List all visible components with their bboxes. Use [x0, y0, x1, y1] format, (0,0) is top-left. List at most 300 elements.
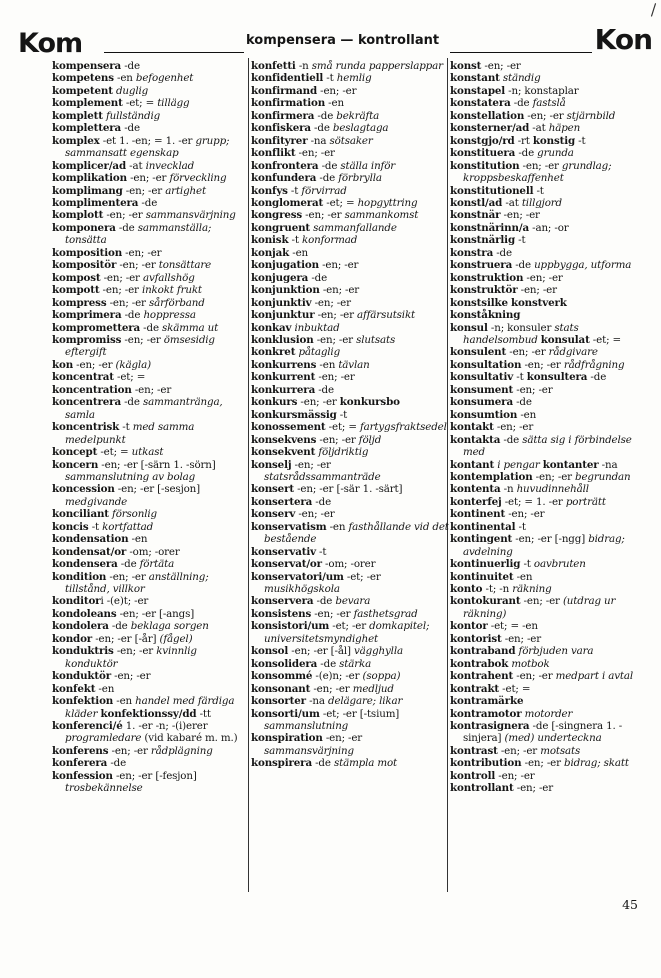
dictionary-entry	[251, 595, 449, 607]
entry-grammar: -t	[315, 545, 327, 558]
dictionary-entry	[251, 371, 449, 383]
entry-headword: konjunktur	[251, 309, 315, 322]
dictionary-entry	[251, 297, 449, 309]
entry-translation: medpart i avtal	[555, 670, 633, 683]
entry-headword: komposition	[52, 246, 123, 259]
guide-word-left: Kom	[18, 28, 83, 59]
entry-translation: grunda	[537, 147, 574, 160]
dictionary-entry	[450, 147, 650, 159]
entry-grammar: -t	[288, 234, 303, 247]
dictionary-entry	[450, 359, 650, 371]
entry-headword: konossement	[251, 421, 326, 434]
entry-headword: konfektion	[52, 695, 114, 708]
entry-translation: tillägg	[157, 97, 190, 110]
entry-translation: vägghylla	[353, 645, 403, 658]
dictionary-entry	[52, 459, 248, 484]
entry-headword: kontramotor	[450, 707, 522, 720]
entry-headword: kontor	[450, 620, 488, 633]
entry-grammar: -et; =	[325, 421, 360, 434]
entry-headword: konkurrent	[251, 371, 316, 384]
entry-grammar: -n; konstaplar	[505, 84, 579, 97]
dictionary-entry	[251, 732, 449, 757]
entry-translation: rådfrågning	[563, 358, 625, 371]
entry-grammar: -en; -er [-sär 1. -särt]	[293, 483, 403, 496]
entry-grammar: -et 1. -en; = 1. -er	[99, 134, 196, 147]
dictionary-entry	[450, 620, 650, 632]
entry-headword: konstellation	[450, 109, 525, 122]
entry-grammar: -t	[575, 134, 586, 147]
entry-grammar: -et; -er [-tsium]	[319, 707, 400, 720]
entry-headword: konsekvent	[251, 446, 316, 459]
entry-grammar: -en; -er [-år]	[92, 632, 160, 645]
entry-grammar: -t	[515, 520, 526, 533]
dictionary-entry	[450, 72, 650, 84]
dictionary-entry	[450, 745, 650, 757]
dictionary-entry	[251, 247, 449, 259]
dictionary-entry	[52, 571, 248, 596]
entry-headword: kontinent	[450, 508, 506, 521]
entry-headword: komprimera	[52, 309, 122, 322]
entry-headword: kompensera	[52, 60, 122, 72]
entry-grammar: -de	[107, 757, 127, 770]
dictionary-entry	[450, 658, 650, 670]
dictionary-entry	[251, 558, 449, 570]
entry-grammar: -om; -orer	[126, 545, 180, 558]
entry-translation: stats handelsombud	[463, 321, 579, 346]
dictionary-entry	[251, 172, 449, 184]
entry-grammar: -na	[307, 134, 330, 147]
dictionary-entry	[52, 122, 248, 134]
entry-translation: domkapitel; universitetsmyndighet	[264, 620, 430, 645]
dictionary-entry	[52, 384, 248, 396]
entry-headword: konstatera	[450, 97, 511, 110]
dictionary-entry	[450, 683, 650, 695]
entry-grammar: -na	[305, 695, 329, 708]
dictionary-entry	[52, 608, 248, 620]
entry-grammar: -de	[138, 196, 158, 209]
entry-translation: programledare	[65, 732, 142, 745]
dictionary-entry	[52, 284, 248, 296]
entry-headword: konfrontera	[251, 159, 319, 172]
dictionary-entry	[251, 60, 449, 72]
entry-translation: sammansvärjning	[145, 209, 236, 222]
dictionary-entry	[52, 508, 248, 520]
dictionary-entry	[52, 247, 248, 259]
entry-headword: koncentrera	[52, 396, 121, 409]
entry-headword: kompromettera	[52, 321, 141, 334]
entry-grammar: -(e)n; -er	[312, 670, 363, 683]
dictionary-entry	[52, 209, 248, 221]
entry-translation: (fågel)	[159, 632, 193, 645]
entry-grammar: -t; -n	[482, 583, 513, 596]
entry-grammar: -en; -er	[481, 60, 521, 72]
dictionary-entry	[52, 222, 248, 247]
entry-translation: bidrag; avdelning	[463, 533, 625, 558]
entry-translation: kvinnlig konduktör	[65, 645, 197, 670]
entry-grammar: -en; -er	[506, 346, 549, 359]
entry-translation: handel med färdiga kläder	[65, 695, 235, 720]
entry-headword: kondolera	[52, 620, 109, 633]
entry-headword: konjugera	[251, 271, 309, 284]
dictionary-column-1	[52, 60, 248, 795]
entry-grammar: -rt	[514, 134, 533, 147]
entry-grammar: -de	[117, 558, 140, 571]
dictionary-entry	[251, 334, 449, 346]
entry-translation: trosbekännelse	[65, 782, 143, 795]
dictionary-entry	[450, 521, 650, 533]
dictionary-entry	[251, 284, 449, 296]
entry-translation: bevara	[335, 595, 371, 608]
entry-translation: sätta sig i förbindelse med	[463, 433, 632, 459]
entry-grammar: -et; =	[113, 371, 146, 384]
entry-headword: konstnär	[450, 209, 501, 222]
entry-grammar: -en; -er	[519, 159, 562, 172]
entry-headword: konfiskera	[251, 122, 311, 135]
entry-grammar: i -(e)t; -er	[100, 595, 149, 608]
entry-headword: konstl/ad	[450, 196, 503, 209]
dictionary-entry	[450, 471, 650, 483]
entry-headword: kontorist	[450, 632, 502, 645]
entry-grammar: -en; -er	[99, 284, 142, 297]
entry-headword: konserv	[251, 508, 296, 521]
entry-translation: sammantränga, samla	[65, 396, 223, 421]
dictionary-entry	[450, 160, 650, 185]
entry-headword: konciliant	[52, 508, 109, 521]
dictionary-entry	[251, 645, 449, 657]
dictionary-entry	[251, 72, 449, 84]
entry-headword: konstsilke	[450, 296, 508, 309]
entry-translation: (utdrag ur räkning)	[463, 595, 616, 620]
dictionary-entry	[52, 757, 248, 769]
entry-translation: sårförband	[148, 296, 205, 309]
dictionary-entry	[251, 459, 449, 484]
entry-headword: konsertera	[251, 495, 313, 508]
entry-grammar: -en; -er	[493, 421, 534, 434]
dictionary-entry	[450, 396, 650, 408]
entry-headword: konservatism	[251, 520, 327, 533]
entry-grammar: 1. -er -n; -(i)erer	[122, 720, 208, 733]
entry-headword: konsultation	[450, 358, 522, 371]
entry-headword: konkurrens	[251, 358, 317, 371]
entry-grammar: -en; -er	[106, 296, 149, 309]
dictionary-entry	[251, 185, 449, 197]
entry-headword: kompromiss	[52, 333, 122, 346]
entry-grammar: -an; -or	[529, 221, 569, 234]
dictionary-entry	[52, 770, 248, 795]
dictionary-entry	[251, 708, 449, 733]
dictionary-entry	[450, 384, 650, 396]
dictionary-entry	[251, 97, 449, 109]
dictionary-entry	[450, 346, 650, 358]
entry-grammar: -na	[598, 458, 618, 471]
entry-headword: konsolidera	[251, 657, 318, 670]
dictionary-entry	[52, 322, 248, 334]
entry-headword: konsekvens	[251, 433, 317, 446]
dictionary-entry	[52, 645, 248, 670]
entry-grammar: -de	[515, 147, 538, 160]
entry-headword: kontinuerlig	[450, 558, 521, 571]
entry-headword: kontakt	[450, 421, 494, 434]
dictionary-entry	[450, 110, 650, 122]
entry-grammar: -at	[126, 159, 146, 172]
entry-translation: rådplägning	[150, 744, 213, 757]
entry-headword: konkursbo	[339, 396, 400, 409]
entry-translation: ständig	[502, 72, 541, 85]
page-number: 45	[622, 897, 638, 912]
dictionary-entry	[52, 309, 248, 321]
entry-headword: konferens	[52, 744, 109, 757]
entry-headword: kontemplation	[450, 470, 533, 483]
entry-headword: kontant	[450, 458, 495, 471]
dictionary-entry	[52, 259, 248, 271]
dictionary-entry	[450, 297, 650, 309]
dictionary-entry	[52, 60, 248, 72]
entry-translation: påtaglig	[298, 346, 341, 359]
entry-translation: huvudinnehåll	[516, 483, 589, 496]
entry-grammar: -en	[113, 72, 136, 85]
entry-grammar: -de	[316, 172, 339, 185]
entry-translation: sammanfallande	[313, 221, 397, 234]
dictionary-entry	[450, 135, 650, 147]
entry-grammar: -de [-singnera 1. -sinjera]	[463, 720, 623, 745]
entry-grammar: -en; -er	[520, 595, 563, 608]
entry-headword: kontanter	[542, 458, 599, 471]
entry-headword: konfession	[52, 769, 113, 782]
entry-grammar: -en; -er	[497, 744, 541, 757]
entry-translation: (soppa)	[362, 670, 401, 683]
entry-headword: kontenta	[450, 483, 501, 496]
dictionary-entry	[52, 446, 248, 458]
entry-translation: försonlig	[112, 508, 157, 521]
entry-headword: konst	[450, 60, 482, 72]
dictionary-entry	[450, 571, 650, 583]
dictionary-entry	[251, 110, 449, 122]
dictionary-entry	[251, 346, 449, 358]
dictionary-entry	[251, 396, 449, 408]
entry-translation: slutsats	[356, 333, 396, 346]
entry-grammar: -en; -er	[297, 396, 340, 409]
entry-grammar: -de	[318, 159, 341, 172]
dictionary-entry	[450, 247, 650, 259]
entry-grammar: -en; -er	[103, 209, 146, 222]
entry-grammar: -de	[308, 271, 328, 284]
entry-grammar: -en; -er	[111, 670, 151, 683]
entry-grammar: -en	[289, 246, 309, 259]
entry-headword: konsol	[251, 645, 289, 658]
entry-translation: fullständig	[106, 109, 161, 122]
entry-translation: kortfattad	[102, 520, 154, 533]
entry-headword: kontroll	[450, 769, 496, 782]
entry-grammar: -t	[336, 408, 348, 421]
entry-grammar: -en; -er	[291, 458, 331, 471]
entry-headword: konfidentiell	[251, 72, 324, 85]
entry-translation: beklaga sorgen	[130, 620, 209, 633]
entry-grammar: -de	[115, 221, 138, 234]
entry-grammar: -n; konsuler	[487, 321, 555, 334]
entry-grammar: -en; -er	[100, 271, 143, 284]
entry-headword: konfirmera	[251, 109, 315, 122]
entry-grammar: -at	[529, 122, 549, 135]
dictionary-entry	[251, 234, 449, 246]
entry-translation: porträtt	[565, 495, 606, 508]
entry-headword: konfityrer	[251, 134, 308, 147]
dictionary-entry	[52, 185, 248, 197]
entry-translation: grupp; sammansatt egenskap	[65, 134, 230, 160]
entry-headword: kontrasignera	[450, 720, 530, 733]
dictionary-entry	[251, 508, 449, 520]
entry-grammar: -en; -er	[513, 782, 554, 795]
dictionary-entry	[450, 645, 650, 657]
entry-headword: komponera	[52, 221, 116, 234]
entry-headword: konsert	[251, 483, 294, 496]
dictionary-entry	[251, 434, 449, 446]
entry-headword: komplott	[52, 209, 104, 222]
entry-translation: räkning	[512, 583, 552, 596]
dictionary-entry	[52, 135, 248, 160]
entry-translation: ömsesidig eftergift	[65, 333, 215, 359]
entry-headword: koncern	[52, 458, 99, 471]
entry-headword: konto	[450, 583, 483, 596]
dictionary-entry	[52, 272, 248, 284]
entry-headword: komplett	[52, 109, 103, 122]
entry-grammar: -en; -er	[310, 682, 353, 695]
entry-translation: i pengar	[497, 458, 543, 471]
entry-grammar: -de	[121, 309, 144, 322]
dictionary-entry	[251, 309, 449, 321]
entry-headword: konstitution	[450, 159, 520, 172]
dictionary-entry	[450, 409, 650, 421]
entry-grammar: -en; -er [-särn 1. -sörn]	[98, 458, 216, 471]
entry-headword: komplikation	[52, 172, 127, 185]
entry-translation: skämma ut	[162, 321, 219, 334]
entry-grammar: -en; -er [-sesjon]	[114, 483, 201, 496]
dictionary-entry	[52, 720, 248, 745]
entry-headword: konstapel	[450, 84, 506, 97]
entry-headword: konstnärinn/a	[450, 221, 529, 234]
entry-translation: tonsättare	[158, 259, 212, 272]
entry-translation: beslagtaga	[332, 122, 389, 135]
entry-translation: statsrådssammanträde	[264, 470, 381, 483]
entry-headword: kompetens	[52, 72, 114, 85]
entry-headword: konsommé	[251, 670, 313, 683]
dictionary-entry	[52, 683, 248, 695]
entry-translation: affärsutsikt	[357, 309, 416, 322]
entry-translation: hemlig	[336, 72, 372, 85]
dictionary-entry	[251, 147, 449, 159]
dictionary-entry	[251, 446, 449, 458]
header-rule-left	[104, 52, 244, 53]
entry-translation: förbjuden vara	[518, 645, 594, 658]
entry-grammar: -t	[88, 520, 103, 533]
entry-headword: kontraband	[450, 645, 516, 658]
entry-translation: inkokt frukt	[141, 284, 202, 297]
entry-translation: sammankomst	[344, 209, 419, 222]
entry-headword: konstituera	[450, 147, 516, 160]
dictionary-column-3	[450, 60, 650, 795]
entry-headword: konservativ	[251, 545, 316, 558]
dictionary-entry	[450, 371, 650, 383]
entry-translation: duglig	[115, 84, 149, 97]
entry-headword: kontingent	[450, 533, 513, 546]
entry-headword: kompress	[52, 296, 107, 309]
entry-translation: stärka	[339, 657, 372, 670]
entry-translation: följdriktig	[318, 446, 369, 459]
entry-headword: konsumtion	[450, 408, 518, 421]
dictionary-entry	[52, 334, 248, 359]
entry-translation: sammanställa; tonsätta	[65, 221, 212, 247]
entry-headword: konkurs	[251, 396, 298, 409]
entry-grammar: -en; -er [-angs]	[116, 607, 195, 620]
entry-headword: konsulent	[450, 346, 507, 359]
entry-headword: kontinuitet	[450, 570, 514, 583]
entry-headword: kondensation	[52, 533, 129, 546]
dictionary-entry	[450, 284, 650, 296]
entry-translation: musikhögskola	[264, 583, 340, 596]
entry-grammar: -en; -er	[314, 309, 357, 322]
entry-translation: avfallshög	[142, 271, 195, 284]
dictionary-entry	[450, 234, 650, 246]
entry-grammar: -en	[517, 408, 537, 421]
entry-translation: sötsaker	[329, 134, 373, 147]
entry-headword: konjak	[251, 246, 290, 259]
entry-grammar: -de	[108, 620, 131, 633]
entry-headword: konsultativ	[450, 371, 514, 384]
entry-grammar: -et; =	[122, 97, 158, 110]
entry-translation: häpen	[548, 122, 581, 135]
entry-grammar: -de	[512, 396, 532, 409]
entry-translation: motbok	[511, 657, 550, 670]
entry-grammar: -de	[587, 371, 607, 384]
entry-headword: konstgjo/rd	[450, 134, 515, 147]
entry-headword: kontrollant	[450, 782, 514, 795]
entry-grammar: -en; -er	[311, 296, 351, 309]
entry-headword: kongress	[251, 209, 303, 222]
entry-grammar: -de	[140, 321, 163, 334]
entry-grammar: (vid kabaré m. m.)	[141, 732, 238, 745]
entry-grammar: -t	[287, 184, 302, 197]
entry-grammar: -t	[515, 234, 526, 247]
dictionary-entry	[52, 110, 248, 122]
entry-headword: kondensat/or	[52, 545, 127, 558]
entry-headword: konsorter	[251, 695, 306, 708]
dictionary-entry	[52, 521, 248, 533]
column-divider	[248, 58, 249, 892]
entry-headword: konstra	[450, 246, 494, 259]
entry-grammar: -en; -er	[500, 209, 540, 222]
dictionary-entry	[52, 172, 248, 184]
entry-translation: medgivande	[65, 495, 128, 508]
entry-grammar: -de	[312, 495, 332, 508]
dictionary-entry	[450, 695, 650, 707]
dictionary-entry	[450, 309, 650, 321]
dictionary-entry	[450, 97, 650, 109]
entry-grammar: -de	[510, 97, 533, 110]
entry-translation: anställning; tillstånd, villkor	[65, 570, 209, 596]
entry-translation: befogenhet	[135, 72, 194, 85]
entry-grammar: -en; -er	[532, 470, 576, 483]
dictionary-entry	[450, 483, 650, 495]
entry-headword: komplimentera	[52, 196, 139, 209]
dictionary-entry	[52, 633, 248, 645]
entry-translation: oavbruten	[533, 558, 586, 571]
entry-grammar: -en; -er	[113, 645, 157, 658]
entry-translation: sammansvärjning	[264, 744, 354, 757]
entry-headword: kon	[52, 358, 74, 371]
entry-translation: motorder	[524, 707, 573, 720]
dictionary-entry	[251, 658, 449, 670]
entry-translation: hoppressa	[143, 309, 196, 322]
entry-headword: kompost	[52, 271, 101, 284]
